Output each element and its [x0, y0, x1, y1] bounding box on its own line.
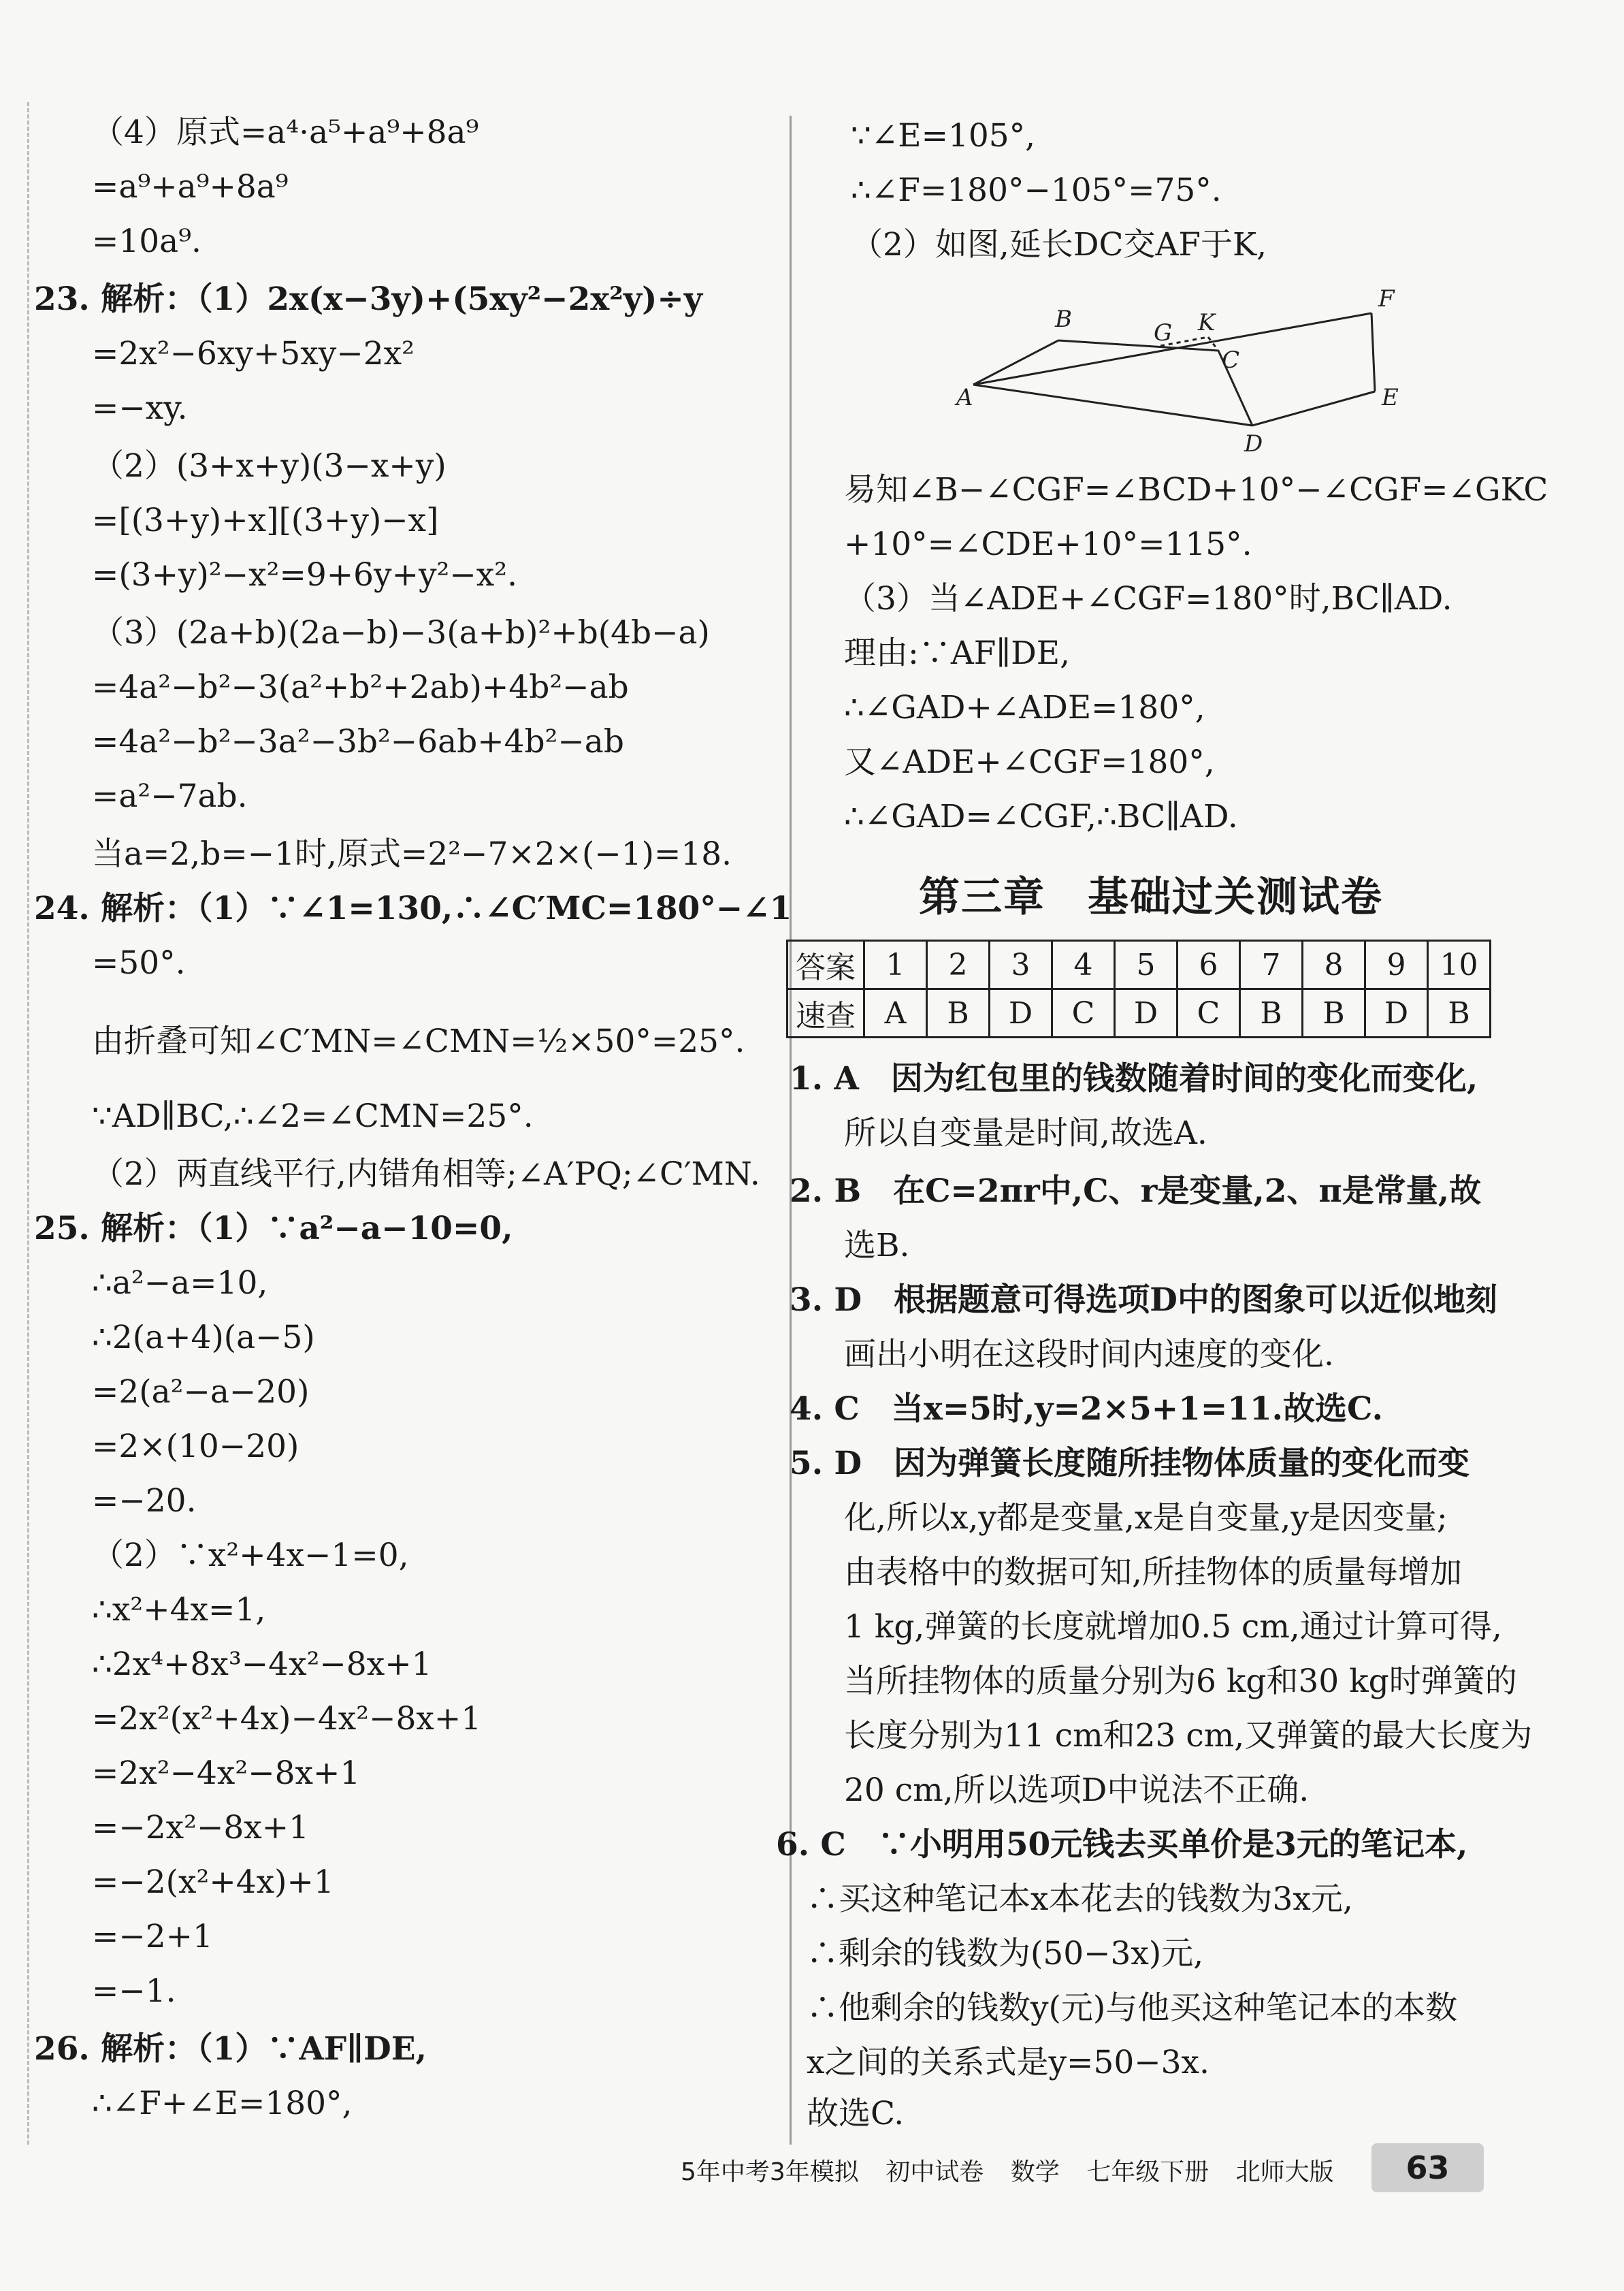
answer-table-row — [787, 989, 1491, 1038]
question-26: 26. 解析：（1）∵AF∥DE, — [34, 2030, 427, 2068]
text-line: ∵AD∥BC,∴∠2=∠CMN=25°. — [92, 1098, 534, 1135]
text-line: ∴2(a+4)(a−5) — [92, 1319, 315, 1356]
answer-table — [786, 940, 1491, 1038]
text-line: =−2(x²+4x)+1 — [92, 1863, 334, 1901]
text-line: =a⁹+a⁹+8a⁹ — [92, 168, 289, 206]
table-cell: D — [1365, 989, 1428, 1038]
text-line: ∴买这种笔记本x本花去的钱数为3x元, — [807, 1880, 1353, 1918]
table-cell: D — [990, 989, 1052, 1038]
table-cell: 1 — [864, 941, 927, 989]
question-4: 4. C 当x=5时,y=2×5+1=11.故选C. — [790, 1390, 1383, 1428]
text-line: =−20. — [92, 1482, 197, 1520]
figure-label: F — [1378, 285, 1395, 313]
footer-grade: 七年级下册 — [1086, 2158, 1209, 2186]
figure-label: B — [1055, 306, 1072, 333]
footer — [681, 2153, 1353, 2188]
question-1: 1. A 因为红包里的钱数随着时间的变化而变化, — [790, 1060, 1478, 1098]
table-cell: B — [927, 989, 990, 1038]
text-line: （2）∵x²+4x−1=0, — [92, 1537, 409, 1574]
text-line: 由折叠可知∠C′MN=∠CMN=½×50°=25°. — [92, 1023, 745, 1060]
footer-type: 初中试卷 — [886, 2158, 984, 2186]
text-line: ∴∠F+∠E=180°, — [92, 2085, 353, 2122]
table-header-cell: 速查 — [787, 989, 864, 1038]
page-number: 63 — [1371, 2143, 1484, 2192]
text-line: 又∠ADE+∠CGF=180°, — [844, 743, 1215, 781]
footer-subject: 数学 — [1010, 2158, 1060, 2186]
figure-label: G — [1154, 319, 1173, 347]
text-line: 1 kg,弹簧的长度就增加0.5 cm,通过计算可得, — [844, 1608, 1502, 1646]
text-line: =a²−7ab. — [92, 778, 248, 815]
text-line: =−2x²−8x+1 — [92, 1809, 310, 1846]
text-line: =2x²−6xy+5xy−2x² — [92, 335, 415, 372]
binding-rule — [27, 102, 31, 2145]
text-line: =4a²−b²−3a²−3b²−6ab+4b²−ab — [92, 723, 624, 760]
figure-label: C — [1222, 347, 1240, 374]
text-line: 20 cm,所以选项D中说法不正确. — [844, 1772, 1310, 1809]
text-line: （2）(3+x+y)(3−x+y) — [92, 447, 446, 485]
question-25: 25. 解析：（1）∵a²−a−10=0, — [34, 1210, 513, 1247]
geometry-figure — [953, 283, 1416, 456]
text-line: 当所挂物体的质量分别为6 kg和30 kg时弹簧的 — [844, 1663, 1517, 1700]
table-cell: B — [1240, 989, 1303, 1038]
table-cell: 6 — [1178, 941, 1240, 989]
text-line: =2x²−4x²−8x+1 — [92, 1755, 361, 1792]
text-line: =4a²−b²−3(a²+b²+2ab)+4b²−ab — [92, 669, 629, 706]
table-cell: A — [864, 989, 927, 1038]
table-cell: C — [1052, 989, 1115, 1038]
text-line: =−xy. — [92, 389, 188, 427]
question-2: 2. B 在C=2πr中,C、r是变量,2、π是常量,故 — [790, 1172, 1482, 1210]
text-line: （4）原式=a⁴·a⁵+a⁹+8a⁹ — [92, 114, 479, 151]
table-header-cell: 答案 — [787, 941, 864, 989]
text-line: x之间的关系式是y=50−3x. — [807, 2044, 1209, 2081]
text-line: （3）当∠ADE+∠CGF=180°时,BC∥AD. — [844, 580, 1452, 618]
figure-label: E — [1382, 384, 1399, 411]
figure-label: D — [1244, 430, 1263, 456]
text-line: =(3+y)²−x²=9+6y+y²−x². — [92, 556, 518, 594]
question-24: 24. 解析：（1）∵∠1=130,∴∠C′MC=180°−∠1 — [34, 890, 792, 927]
footer-edition: 北师大版 — [1235, 2158, 1334, 2186]
text-line: =2×(10−20) — [92, 1428, 299, 1465]
footer-book: 5年中考3年模拟 — [681, 2158, 859, 2186]
text-line: ∴∠GAD+∠ADE=180°, — [844, 689, 1205, 726]
text-line: =2x²(x²+4x)−4x²−8x+1 — [92, 1700, 482, 1737]
table-cell: 5 — [1115, 941, 1178, 989]
text-line: 化,所以x,y都是变量,x是自变量,y是因变量; — [844, 1499, 1448, 1537]
answer-table-row — [787, 941, 1491, 989]
text-line: =−1. — [92, 1972, 176, 2010]
text-line: 理由:∵AF∥DE, — [844, 635, 1071, 672]
text-line: 由表格中的数据可知,所挂物体的质量每增加 — [844, 1554, 1462, 1591]
text-line: =10a⁹. — [92, 223, 201, 260]
text-line: =2(a²−a−20) — [92, 1373, 310, 1411]
table-cell: B — [1303, 989, 1365, 1038]
table-cell: 4 — [1052, 941, 1115, 989]
text-line: ∴∠GAD=∠CGF,∴BC∥AD. — [844, 798, 1238, 835]
question-23: 23. 解析：（1）2x(x−3y)+(5xy²−2x²y)÷y — [34, 281, 703, 318]
text-line: 长度分别为11 cm和23 cm,又弹簧的最大长度为 — [844, 1717, 1533, 1755]
text-line: ∵∠E=105°, — [851, 117, 1036, 155]
text-line: ∴x²+4x=1, — [92, 1591, 266, 1629]
text-line: ∴a²−a=10, — [92, 1264, 268, 1302]
table-cell: 3 — [990, 941, 1052, 989]
text-line: （2）两直线平行,内错角相等;∠A′PQ;∠C′MN. — [92, 1155, 760, 1193]
table-cell: 8 — [1303, 941, 1365, 989]
text-line: 所以自变量是时间,故选A. — [844, 1115, 1207, 1152]
question-6: 6. C ∵小明用50元钱去买单价是3元的笔记本, — [776, 1826, 1468, 1863]
table-cell: C — [1178, 989, 1240, 1038]
text-line: （3）(2a+b)(2a−b)−3(a+b)²+b(4b−a) — [92, 614, 710, 652]
text-line: =−2+1 — [92, 1918, 213, 1955]
text-line: 易知∠B−∠CGF=∠BCD+10°−∠CGF=∠GKC — [844, 471, 1548, 509]
text-line: =[(3+y)+x][(3+y)−x] — [92, 502, 439, 539]
text-line: =50°. — [92, 944, 186, 982]
figure-label: K — [1198, 309, 1216, 336]
text-line: ∴他剩余的钱数y(元)与他买这种笔记本的本数 — [807, 1989, 1458, 2027]
chapter-title: 第三章 基础过关测试卷 — [919, 874, 1383, 921]
text-line: （2）如图,延长DC交AF于K, — [851, 226, 1267, 263]
text-line: ∴2x⁴+8x³−4x²−8x+1 — [92, 1646, 432, 1683]
text-line: 选B. — [844, 1227, 910, 1264]
table-cell: D — [1115, 989, 1178, 1038]
table-cell: B — [1428, 989, 1491, 1038]
table-cell: 9 — [1365, 941, 1428, 989]
text-line: 画出小明在这段时间内速度的变化. — [844, 1336, 1334, 1373]
table-cell: 7 — [1240, 941, 1303, 989]
question-3: 3. D 根据题意可得选项D中的图象可以近似地刻 — [790, 1281, 1497, 1319]
figure-label: A — [956, 384, 973, 411]
table-cell: 2 — [927, 941, 990, 989]
text-line: 当a=2,b=−1时,原式=2²−7×2×(−1)=18. — [92, 835, 732, 873]
text-line: ∴剩余的钱数为(50−3x)元, — [807, 1935, 1204, 1972]
table-cell: 10 — [1428, 941, 1491, 989]
question-5: 5. D 因为弹簧长度随所挂物体质量的变化而变 — [790, 1445, 1470, 1482]
text-line: +10°=∠CDE+10°=115°. — [844, 526, 1252, 563]
text-line: 故选C. — [807, 2095, 905, 2132]
text-line: ∴∠F=180°−105°=75°. — [851, 172, 1222, 209]
